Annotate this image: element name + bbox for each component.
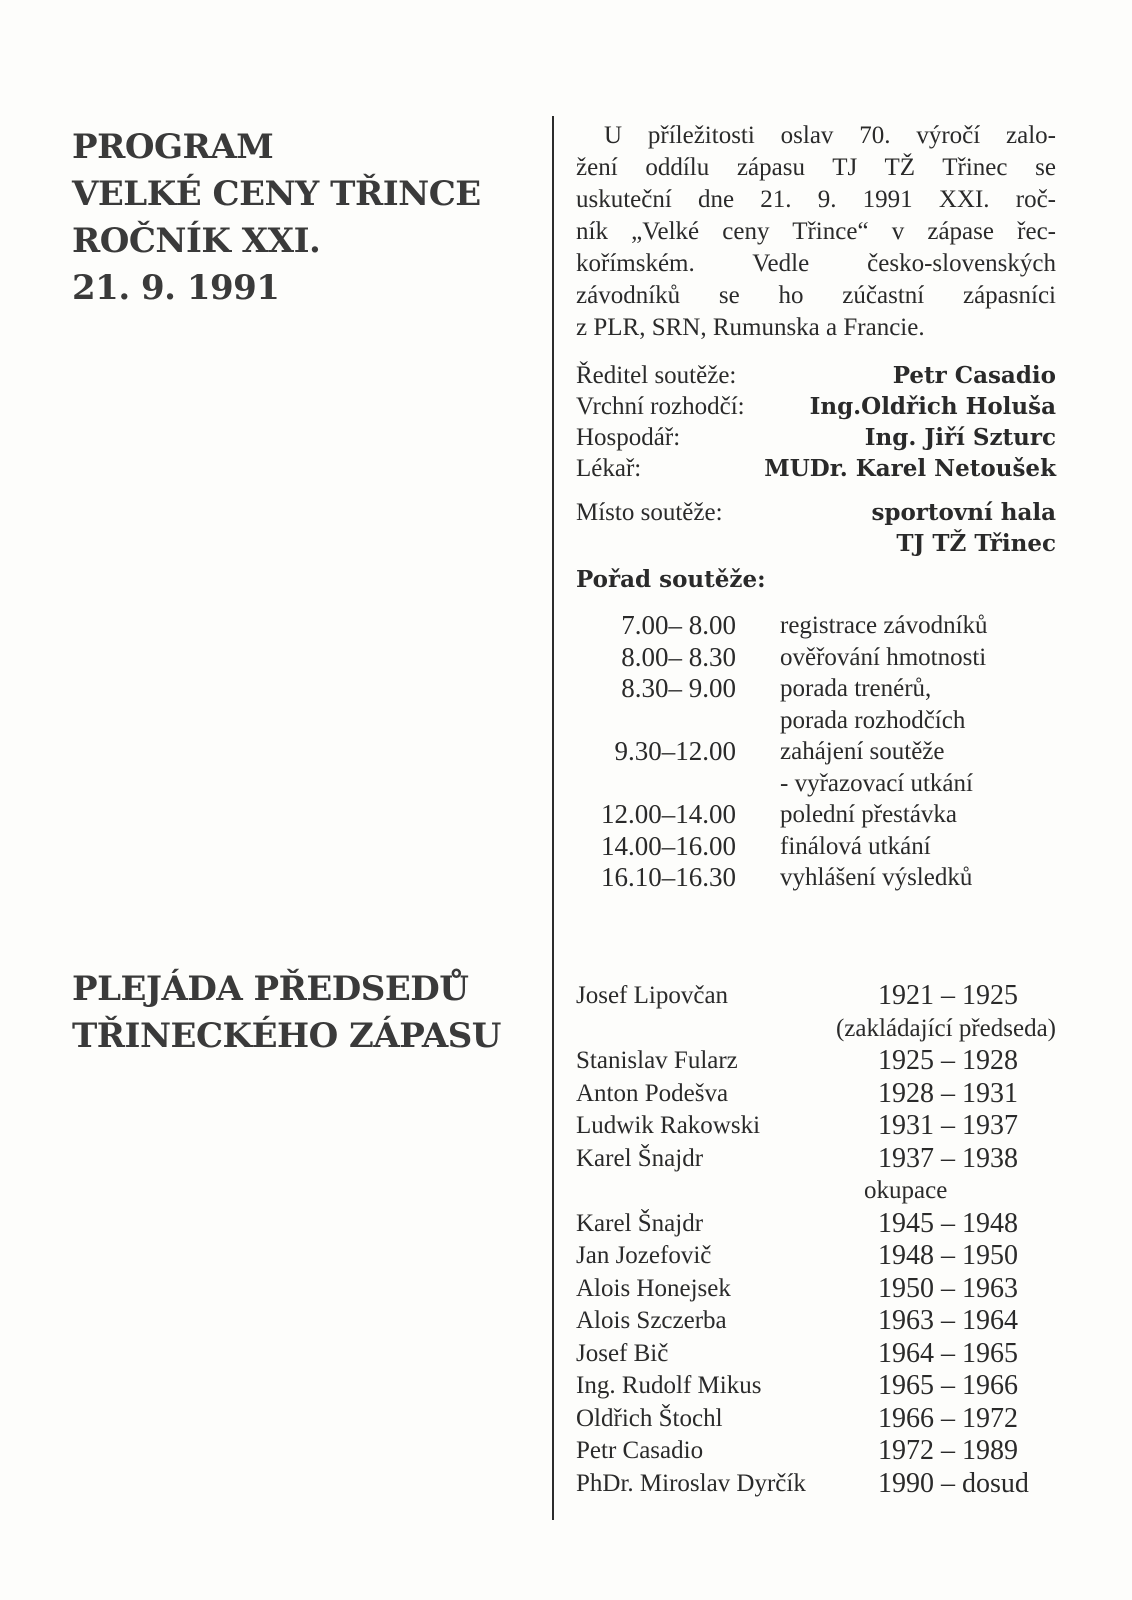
president-years: 1965 – 1966 bbox=[878, 1370, 1018, 1401]
president-name: Josef Lipovčan bbox=[576, 982, 729, 1009]
official-row bbox=[576, 360, 1056, 391]
official-row bbox=[576, 391, 1056, 422]
president-name: Jan Jozefovič bbox=[576, 1242, 712, 1269]
president-row bbox=[576, 1435, 1056, 1468]
schedule-time bbox=[576, 768, 780, 800]
schedule-row bbox=[576, 673, 1056, 705]
president-note: (zakládající předseda) bbox=[835, 1014, 1056, 1042]
president-years: 1972 – 1989 bbox=[878, 1435, 1018, 1466]
schedule-row bbox=[576, 799, 1056, 831]
presidents-heading-line: PLEJÁDA PŘEDSEDŮ bbox=[72, 969, 469, 1009]
president-name: Petr Casadio bbox=[576, 1437, 704, 1464]
president-years: 1928 – 1931 bbox=[878, 1077, 1018, 1109]
venue-row bbox=[576, 497, 1056, 528]
schedule-activity: finálová utkání bbox=[780, 832, 931, 860]
schedule-row bbox=[576, 610, 1056, 642]
president-years: 1990 – dosud bbox=[878, 1467, 1029, 1499]
intro-line: kořímském. Vedle česko-slovenských bbox=[576, 250, 1056, 277]
president-row bbox=[576, 1338, 1056, 1371]
schedule-time: 12.00–14.00 bbox=[601, 799, 736, 829]
schedule-activity: porada rozhodčích bbox=[780, 706, 966, 734]
schedule-time: 9.30–12.00 bbox=[614, 736, 736, 766]
schedule-title: Pořad soutěže: bbox=[576, 566, 766, 593]
presidents-heading bbox=[72, 966, 501, 1060]
president-name: Anton Podešva bbox=[576, 1079, 729, 1107]
venue-block bbox=[576, 497, 1056, 559]
president-name: Stanislav Fularz bbox=[576, 1047, 738, 1074]
president-row bbox=[576, 1273, 1056, 1306]
intro-paragraph bbox=[576, 120, 1056, 344]
intro-line: z PLR, SRN, Rumunska a Francie. bbox=[576, 314, 925, 341]
schedule-time: 14.00–16.00 bbox=[601, 830, 736, 861]
schedule-time: 8.00– 8.30 bbox=[621, 641, 736, 672]
officials-list bbox=[576, 360, 1056, 484]
president-years: 1937 – 1938 bbox=[878, 1142, 1018, 1174]
official-name: Petr Casadio bbox=[892, 362, 1056, 389]
president-name: Ludwik Rakowski bbox=[576, 1112, 761, 1139]
president-name: PhDr. Miroslav Dyrčík bbox=[576, 1469, 806, 1497]
official-row bbox=[576, 422, 1056, 453]
president-row bbox=[576, 1110, 1056, 1143]
president-name: Alois Szczerba bbox=[576, 1307, 727, 1334]
president-years: 1921 – 1925 bbox=[878, 980, 1018, 1011]
president-years: 1966 – 1972 bbox=[878, 1402, 1018, 1434]
program-heading-line: VELKÉ CENY TŘINCE bbox=[72, 174, 481, 214]
venue-label: Místo soutěže: bbox=[576, 499, 723, 526]
schedule-row bbox=[576, 705, 1056, 737]
president-row bbox=[576, 1403, 1056, 1436]
schedule-time: 7.00– 8.00 bbox=[621, 610, 736, 640]
president-years: 1925 – 1928 bbox=[878, 1045, 1018, 1076]
president-row bbox=[576, 1305, 1056, 1338]
president-years: 1963 – 1964 bbox=[878, 1305, 1018, 1336]
official-role: Lékař: bbox=[576, 455, 642, 482]
official-row bbox=[576, 453, 1056, 484]
venue-club: TJ TŽ Třinec bbox=[896, 530, 1056, 557]
president-years: 1931 – 1937 bbox=[878, 1110, 1018, 1141]
schedule-row bbox=[576, 768, 1056, 800]
president-years: 1945 – 1948 bbox=[878, 1207, 1018, 1239]
schedule-time: 16.10–16.30 bbox=[601, 862, 736, 892]
program-heading-line: PROGRAM bbox=[72, 127, 274, 167]
president-row bbox=[576, 1240, 1056, 1273]
official-role: Vrchní rozhodčí: bbox=[576, 393, 745, 420]
president-years: 1948 – 1950 bbox=[878, 1240, 1018, 1271]
president-row bbox=[576, 1208, 1056, 1241]
schedule-row bbox=[576, 831, 1056, 863]
schedule-activity: - vyřazovací utkání bbox=[780, 769, 973, 797]
intro-line: žení oddílu zápasu TJ TŽ Třinec se bbox=[576, 154, 1056, 181]
president-row bbox=[576, 1468, 1056, 1501]
president-name: Alois Honejsek bbox=[576, 1274, 731, 1302]
president-name: Josef Bič bbox=[576, 1339, 669, 1367]
program-heading bbox=[72, 124, 481, 312]
president-name: Karel Šnajdr bbox=[576, 1209, 704, 1237]
official-name: Ing.Oldřich Holuša bbox=[809, 393, 1056, 420]
schedule-activity: ověřování hmotnosti bbox=[780, 643, 987, 671]
schedule-row bbox=[576, 862, 1056, 894]
schedule-activity: registrace závodníků bbox=[780, 612, 988, 639]
official-role: Ředitel soutěže: bbox=[576, 362, 737, 389]
president-row bbox=[576, 980, 1056, 1013]
president-name: Oldřich Štochl bbox=[576, 1404, 723, 1432]
intro-line: uskuteční dne 21. 9. 1991 XXI. roč- bbox=[576, 186, 1056, 213]
schedule-activity: polední přestávka bbox=[780, 801, 958, 828]
intro-line: ník „Velké ceny Třince“ v zápase řec- bbox=[576, 218, 1056, 245]
column-divider bbox=[552, 116, 554, 1520]
president-row bbox=[576, 1045, 1056, 1078]
program-heading-line: 21. 9. 1991 bbox=[72, 268, 280, 308]
intro-line: U příležitosti oslav 70. výročí zalo- bbox=[604, 122, 1056, 149]
president-years: 1950 – 1963 bbox=[878, 1272, 1018, 1304]
official-name: Ing. Jiří Szturc bbox=[864, 424, 1056, 451]
schedule-row bbox=[576, 736, 1056, 768]
official-name: MUDr. Karel Netoušek bbox=[764, 455, 1056, 482]
schedule-activity: vyhlášení výsledků bbox=[780, 864, 973, 891]
occupation-note: okupace bbox=[864, 1177, 948, 1204]
venue-name: sportovní hala bbox=[871, 499, 1056, 526]
official-role: Hospodář: bbox=[576, 424, 681, 451]
president-row bbox=[576, 1370, 1056, 1403]
schedule-row bbox=[576, 642, 1056, 674]
schedule-time: 8.30– 9.00 bbox=[621, 673, 736, 703]
program-heading-line: ROČNÍK XXI. bbox=[72, 221, 321, 261]
president-name: Ing. Rudolf Mikus bbox=[576, 1372, 762, 1399]
presidents-list bbox=[576, 980, 1056, 1500]
president-row bbox=[576, 1143, 1056, 1176]
schedule-activity: zahájení soutěže bbox=[780, 738, 945, 765]
schedule-time bbox=[576, 705, 780, 737]
schedule-list bbox=[576, 610, 1056, 894]
intro-line: závodníků se ho zúčastní zápasníci bbox=[576, 282, 1056, 309]
president-row bbox=[576, 1078, 1056, 1111]
president-name: Karel Šnajdr bbox=[576, 1144, 704, 1172]
president-years: 1964 – 1965 bbox=[878, 1337, 1018, 1369]
schedule-activity: porada trenérů, bbox=[780, 675, 932, 702]
presidents-heading-line: TŘINECKÉHO ZÁPASU bbox=[72, 1016, 501, 1056]
